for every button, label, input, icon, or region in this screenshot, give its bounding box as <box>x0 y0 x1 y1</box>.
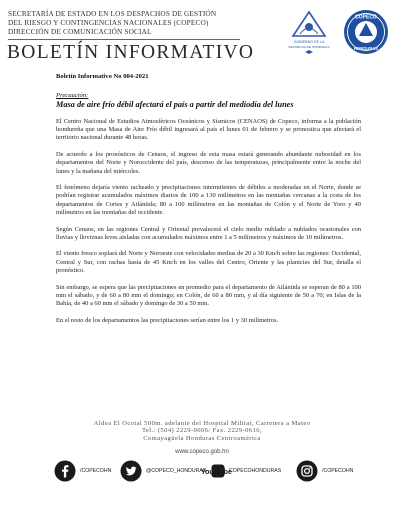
social-links <box>0 458 404 494</box>
header-divider <box>8 39 240 40</box>
facebook-link[interactable] <box>54 458 111 484</box>
org-line: DEL RIESGO Y CONTINGENCIAS NACIONALES (COPECO) <box>8 18 209 28</box>
twitter-link[interactable] <box>120 458 206 484</box>
paragraph: El fenómeno dejaría viento racheado y precipitaciones intermitentes de débiles a moderadas en el Norte, donde se podrían registrar acumulados máximos diarios de 100 a 130 milímetros en las montañas cercanas a la costa de los departamentos de Cortes y Atlántida; 80 a 100 milímetros en las montañas de Colón y el Norte de Yoro y 40 milímetros en las montañas del occidente. <box>56 184 361 216</box>
bulletin-body <box>56 73 361 325</box>
svg-text:GOBIERNO DE LA: GOBIERNO DE LA <box>293 40 325 44</box>
bulletin-header <box>0 0 404 72</box>
headline: Masa de aire frío débil afectará el país a partir del mediodía del lunes <box>56 100 294 109</box>
website-link[interactable]: www.copeco.gob.hn <box>175 449 229 455</box>
svg-text:You Tube: You Tube <box>201 469 232 476</box>
org-line: DIRECCIÓN DE COMUNICACIÓN SOCIAL <box>8 27 152 37</box>
paragraph: El viento fresco soplará del Norte y Noroeste con velocidades medias de 20 a 30 Km/h sobre las regiones: Occidental, Central y Sur, con rachas hasta de 45 Km/h en los valles del Centro, Oriente y las planicies del Sur, detalla el pronóstico. <box>56 250 361 274</box>
org-line: SECRETARÍA DE ESTADO EN LOS DESPACHOS DE GESTIÓN <box>8 9 217 18</box>
address-line: Aldea El Ocotal 500m. adelante del Hospital Militar, Carretera a Mateo <box>93 420 311 427</box>
svg-text:COPECO: COPECO <box>355 14 377 21</box>
paragraph: Según Cenaos, en las regiones Central y Oriental prevalecerá el cielo medio nublado a nublados ocasionales con lluvias y lloviznas leves aisladas con acumulados máximos entre 1 a 5 milímetros y máximos de 10 milímetros. <box>56 225 361 241</box>
twitter-icon <box>120 460 142 482</box>
svg-text:HONDURAS: HONDURAS <box>353 46 379 51</box>
social-label: @COPECO_HONDURAS <box>146 468 207 474</box>
bulletin-number: Boletín Informativo No 004-2021 <box>56 73 149 80</box>
paragraph: El Centro Nacional de Estudios Atmosféricos Oceánicos y Sísmicos (CENAOS) de Copeco, informa a la población hondureña que una Masa de Aire Frío débil ingresará al país el lunes 01 de febrero y se pronostica que afectará el territorio nacional durante 48 horas. <box>56 118 361 142</box>
precaution-label: Precaución: <box>56 92 89 99</box>
paragraph: En el resto de los departamentos las precipitaciones serían entre los 1 y 30 milímetros. <box>56 316 279 324</box>
instagram-link[interactable] <box>296 458 353 484</box>
address-line: Tel.: (504) 2229-0606/ Fax. 2229-0616, <box>141 427 263 435</box>
paragraph: Sin embargo, se espera que las precipitaciones en promedio para el departamento de Atlántida se esperan de 80 a 100 mm el sábado, y de 60 a 80 mm el domingo; en Colón, de 60 a 80 mm, y al día siguiente de 50 a 70; en Islas de la Bahía, de 40 a 60 mm el sábado y domingo de 30 a 50 mm. <box>56 283 361 307</box>
social-label: /COPECOHN <box>80 468 112 474</box>
facebook-icon <box>54 460 76 482</box>
copeco-logo <box>343 9 389 55</box>
social-label: /COPECOHN <box>322 468 354 474</box>
youtube-icon <box>201 464 232 478</box>
page-title: BOLETÍN INFORMATIVO <box>7 42 255 63</box>
organization-name <box>8 9 216 37</box>
instagram-icon <box>296 460 318 482</box>
address-line: Comayagüela Honduras Centroamérica <box>143 434 261 442</box>
footer-address <box>0 420 404 442</box>
paragraph: De acuerdo a los pronósticos de Cenaos, el ingreso de esta masa estará generando abundante nubosidad en los departamentos del Norte y Noroccidente del país, descenso de las temperaturas, principalmente entre la noche del lunes y la mañana del miércoles. <box>56 151 361 175</box>
svg-text:REPÚBLICA DE HONDURAS: REPÚBLICA DE HONDURAS <box>288 45 330 49</box>
government-logo <box>287 9 331 57</box>
social-label: COPECOHONDURAS <box>229 468 282 474</box>
youtube-link[interactable] <box>201 458 281 484</box>
